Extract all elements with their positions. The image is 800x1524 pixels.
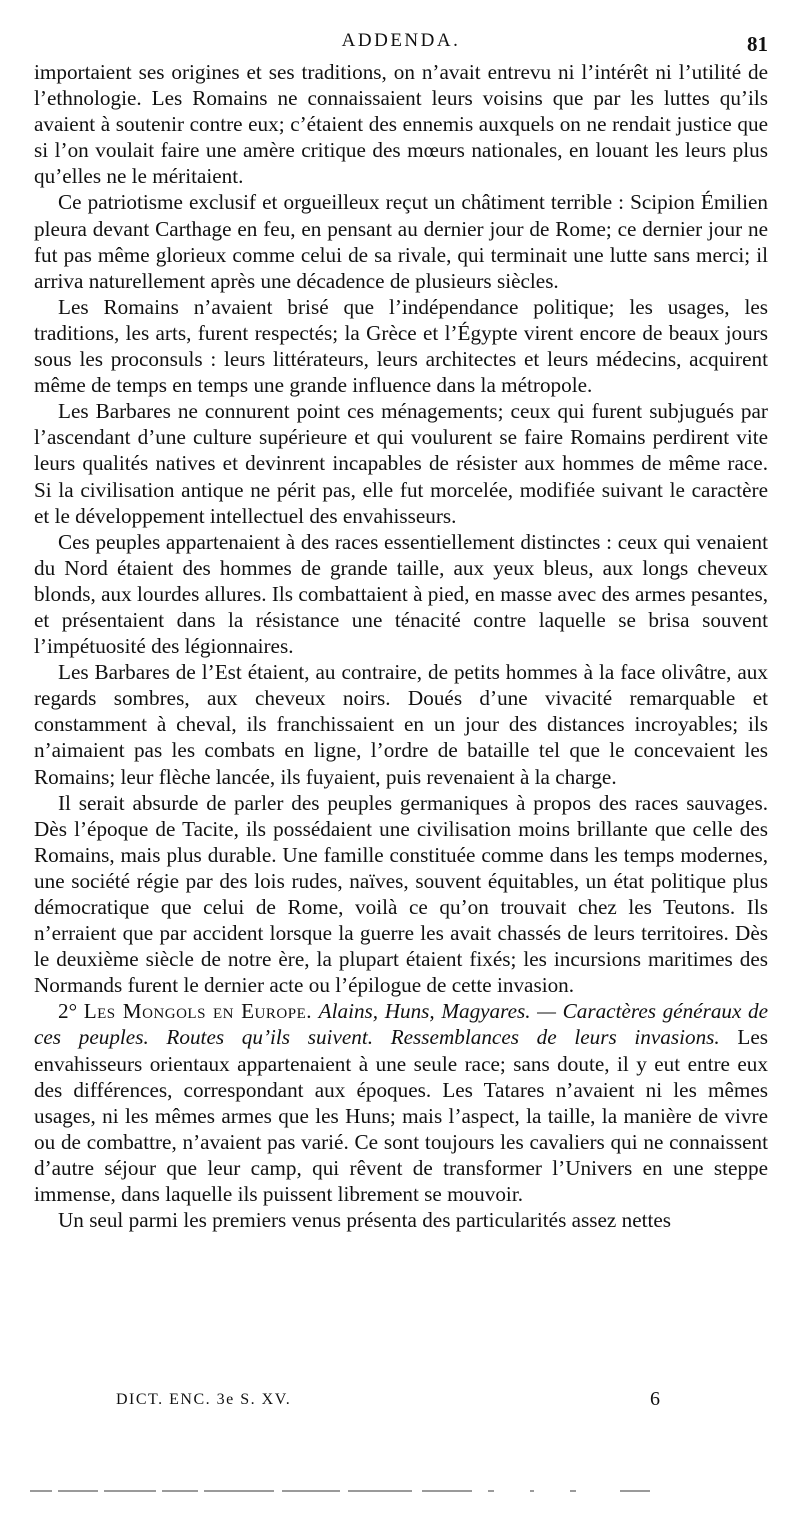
paragraph-3: Les Romains n’avaient brisé que l’indépendance politique; les usages, les traditions, les arts, furent respectés; la Grèce et l’Égypte virent encore de beaux jours sous les proconsuls : leurs littérateurs, leurs architectes et leurs médecins, acquirent même de temps en temps une grande influence dans la métropole. [34,294,768,398]
signature-line: DICT. ENC. 3e S. XV. [116,1391,292,1408]
paragraph-7: Il serait absurde de parler des peuples germaniques à propos des races sauvages. Dès l’époque de Tacite, ils possédaient une civilisation moins brillante que celle des Romains, mais plus durable. Une famille constituée comme dans les temps modernes, une société régie par des lois rudes, naïves, souvent équitables, un état politique plus démocratique que celui de Rome, voilà ce qu’on trouvait chez les Teutons. Ils n’erraient que par accident lorsque la guerre les avait chassés de leurs territoires. Dès le deuxième siècle de notre ère, la plupart étaient fixés; les incursions maritimes des Normands furent le dernier acte ou l’épilogue de cette invasion. [34,790,768,998]
paragraph-8 [34,998,768,1207]
paragraph-4: Les Barbares ne connurent point ces ménagements; ceux qui furent subjugués par l’ascendant d’une culture supérieure et qui voulurent se faire Romains perdirent vite leurs qualités natives et devinrent incapables de résister aux hommes de même race. Si la civilisation antique ne périt pas, elle fut morcelée, modifiée suivant le caractère et le développement intellectuel des envahisseurs. [34,399,768,528]
paragraph-5: Ces peuples appartenaient à des races essentiellement distinctes : ceux qui venaient du Nord étaient des hommes de grande taille, aux yeux bleus, aux longs cheveux blonds, aux lourdes allures. Ils combattaient à pied, en masse avec des armes pesantes, et présentaient dans la résistance une ténacité contre laquelle se brisa souvent l’impétuosité des légionnaires. [34,529,768,659]
paragraph-9: Un seul parmi les premiers venus présenta des particularités assez nettes [58,1208,672,1233]
running-head [34,30,768,60]
paragraph-1: importaient ses origines et ses traditions, on n’avait entrevu ni l’intérêt ni l’utilité de l’ethnologie. Les Romains ne connaissaient leurs voisins que par les luttes qu’ils avaient à soutenir contre eux; c’étaient des ennemis auxquels on ne rendait justice que si l’on voulait faire une amère critique des mœurs nationales, en louant les leurs plus qu’elles ne le méritaient. [34,60,768,189]
paragraph-2: Ce patriotisme exclusif et orgueilleux reçut un châtiment terrible : Scipion Émilien pleura devant Carthage en feu, en pensant au dernier jour de Rome; ce dernier jour ne fut pas même glorieux comme celui de sa rivale, qui terminait une lutte sans merci; il arriva naturellement après une décadence de plusieurs siècles. [34,190,768,293]
section-text: Les envahisseurs orientaux appartenaient à une seule race; sans doute, il y eut entre eux des différences, correspondant aux époques. Les Tatares n’avaient ni les mêmes usages, ni les mêmes armes que les Huns; mais l’aspect, la taille, la manière de vivre ou de combattre, n’avaient pas varié. Ce sont toujours les cavaliers qui ne connaissent d’autre séjour que leur camp, qui rêvent de transformer l’Univers en une steppe immense, dans laquelle ils puissent librement se mouvoir. [34,1025,768,1207]
bleed-through-text [30,1486,770,1496]
section-number: 2° [58,999,78,1024]
paragraph-6: Les Barbares de l’Est étaient, au contraire, de petits hommes à la face olivâtre, aux regards sombres, aux cheveux noirs. Doués d’une vivacité remarquable et constamment à cheval, ils franchissaient en un jour des distances incroyables; ils n’aimaient pas les combats en ligne, l’ordre de bataille tel que le concevaient les Romains; leur flèche lancée, ils fuyaient, puis revenaient à la charge. [34,660,768,789]
body-text [34,59,768,1233]
signature-mark: 6 [650,1388,660,1410]
page-number: 81 [747,32,768,56]
section-subheading: Alains, Huns, Magyares. — Caractères généraux de ces peuples. Routes qu’ils suivent. Ressemblances de leurs invasions. [34,999,769,1050]
section-heading: Les Mongols en Europe. [83,999,313,1024]
running-title: ADDENDA. [341,30,461,51]
page-footer [34,1388,768,1416]
